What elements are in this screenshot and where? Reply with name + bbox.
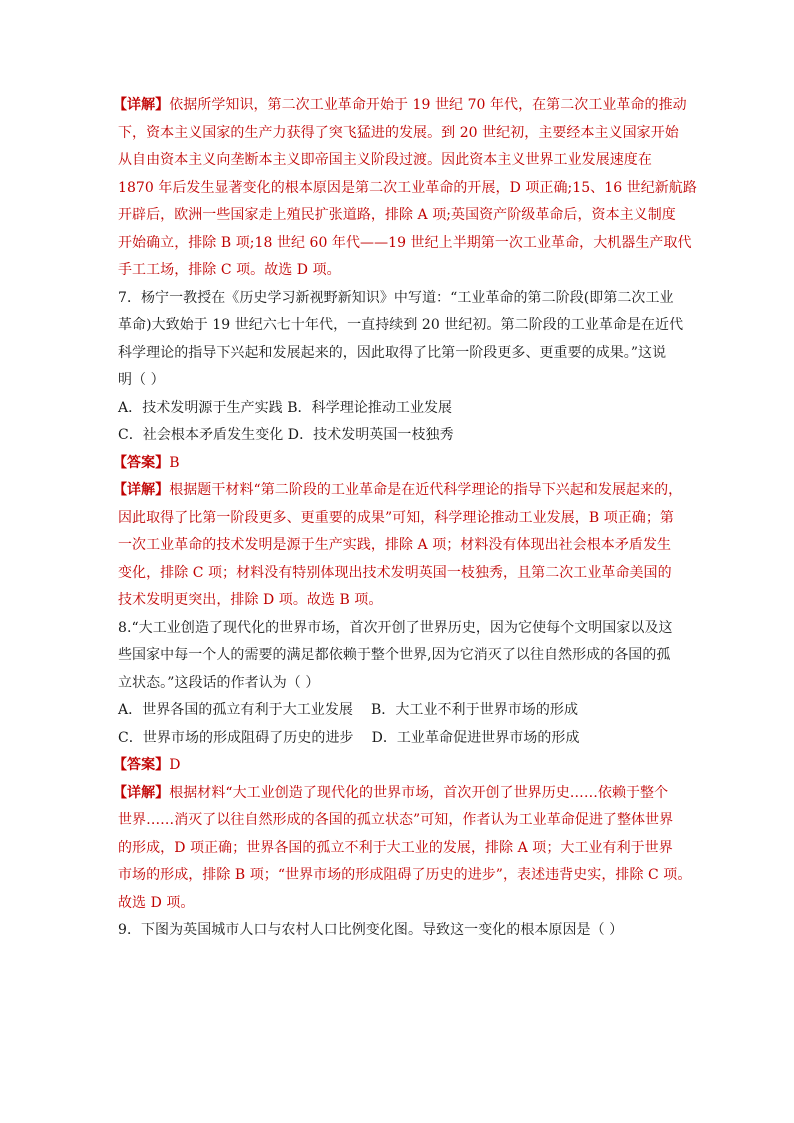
q6-detail-line-3: 从自由资本主义向垄断本主义即帝国主义阶段过渡。因此资本主义世界工业发展速度在 xyxy=(118,152,652,168)
q6-detail-line-4: 1870 年后发生显著变化的根本原因是第二次工业革命的开展，D 项正确;15、16 世纪新航路 xyxy=(118,179,697,196)
q7-detail-line-4: 变化，排除 C 项；材料没有特别体现出技术发明英国一枝独秀，且第二次工业革命美国的 xyxy=(118,564,672,581)
q8-detail-line-5: 故选 D 项。 xyxy=(118,894,195,911)
q7-options-cd: C．社会根本矛盾发生变化 D．技术发明英国一枝独秀 xyxy=(118,427,454,443)
answer-value: B xyxy=(169,454,180,471)
q8-stem-line-2: 些国家中每一个人的需要的满足都依赖于整个世界,因为它消灭了以往自然形成的各国的孤 xyxy=(118,647,671,663)
answer-tag: 【答案】 xyxy=(113,454,170,471)
q7-stem-line-3: 科学理论的指导下兴起和发展起来的，因此取得了比第一阶段更多、更重要的成果。”这说 xyxy=(118,344,667,361)
q8-option-c: C．世界市场的形成阻碍了历史的进步 xyxy=(118,729,354,746)
q8-detail-line-2: 世界……消灭了以往自然形成的各国的孤立状态”可知，作者认为工业革命促进了整体世界 xyxy=(118,812,674,828)
q6-detail-line-2: 下，资本主义国家的生产力获得了突飞猛进的发展。到 20 世纪初，主要经本主义国家开始 xyxy=(118,124,679,141)
detail-tag: 【详解】 xyxy=(113,482,170,498)
q6-detail-line-1: 【详解】依据所学知识，第二次工业革命开始于 19 世纪 70 年代，在第二次工业革命的推动 xyxy=(113,97,687,113)
detail-tag: 【详解】 xyxy=(113,97,170,113)
answer-tag: 【答案】 xyxy=(113,757,170,773)
q6-detail-line-7: 手工工场，排除 C 项。故选 D 项。 xyxy=(118,262,341,278)
q8-stem-line-3: 立状态。”这段话的作者认为（ ） xyxy=(118,674,320,691)
q7-stem-line-1: 7．杨宁一教授在《历史学习新视野新知识》中写道：“工业革命的第二阶段(即第二次工业 xyxy=(118,289,674,306)
q8-answer xyxy=(113,752,683,780)
q7-answer xyxy=(113,450,683,478)
answer-value: D xyxy=(169,757,181,773)
document-page xyxy=(113,92,697,945)
q7-detail-line-1: 【详解】根据题干材料“第二阶段的工业革命是在近代科学理论的指导下兴起和发展起来的， xyxy=(113,482,683,498)
detail-tag: 【详解】 xyxy=(113,784,170,801)
q7-detail-line-2: 因此取得了比第一阶段更多、更重要的成果”可知，科学理论推动工业发展，B 项正确；第 xyxy=(118,509,674,526)
q8-stem-line-1: 8.“大工业创造了现代化的世界市场，首次开创了世界历史，因为它使每个文明国家以及这 xyxy=(118,619,673,636)
q7-detail-line-3: 一次工业革命的技术发明是源于生产实践，排除 A 项；材料没有体现出社会根本矛盾发生 xyxy=(118,537,672,553)
q6-detail-line-5: 开辟后，欧洲一些国家走上殖民扩张道路，排除 A 项;英国资产阶级革命后，资本主义制度 xyxy=(118,207,676,223)
q7-detail-line-5: 技术发明更突出，排除 D 项。故选 B 项。 xyxy=(118,592,383,608)
q9-stem: 9．下图为英国城市人口与农村人口比例变化图。导致这一变化的根本原因是（ ） xyxy=(118,922,624,938)
q8-option-d: D．工业革命促进世界市场的形成 xyxy=(371,729,580,746)
q8-option-a: A．世界各国的孤立有利于大工业发展 xyxy=(118,702,353,718)
q8-options-cd xyxy=(118,725,683,753)
q7-stem-line-4: 明（ ） xyxy=(118,372,165,388)
q8-detail-line-1: 【详解】根据材料“大工业创造了现代化的世界市场，首次开创了世界历史……依赖于整个 xyxy=(113,784,669,801)
q6-detail-line-6: 开始确立，排除 B 项;18 世纪 60 年代——19 世纪上半期第一次工业革命，大机器生产取代 xyxy=(118,234,692,251)
q8-detail-line-4: 市场的形成，排除 B 项；“世界市场的形成阻碍了历史的进步”，表述违背史实，排除 C 项。 xyxy=(118,867,692,883)
q8-detail-line-3: 的形成，D 项正确；世界各国的孤立不利于大工业的发展，排除 A 项；大工业有利于世界 xyxy=(118,839,673,856)
q7-stem-line-2: 革命)大致始于 19 世纪六七十年代，一直持续到 20 世纪初。第二阶段的工业革命是在近代 xyxy=(118,317,684,333)
q8-options-ab xyxy=(118,697,683,725)
q7-options-ab: A．技术发明源于生产实践 B．科学理论推动工业发展 xyxy=(118,399,453,416)
q8-option-b: B．大工业不利于世界市场的形成 xyxy=(370,702,579,718)
